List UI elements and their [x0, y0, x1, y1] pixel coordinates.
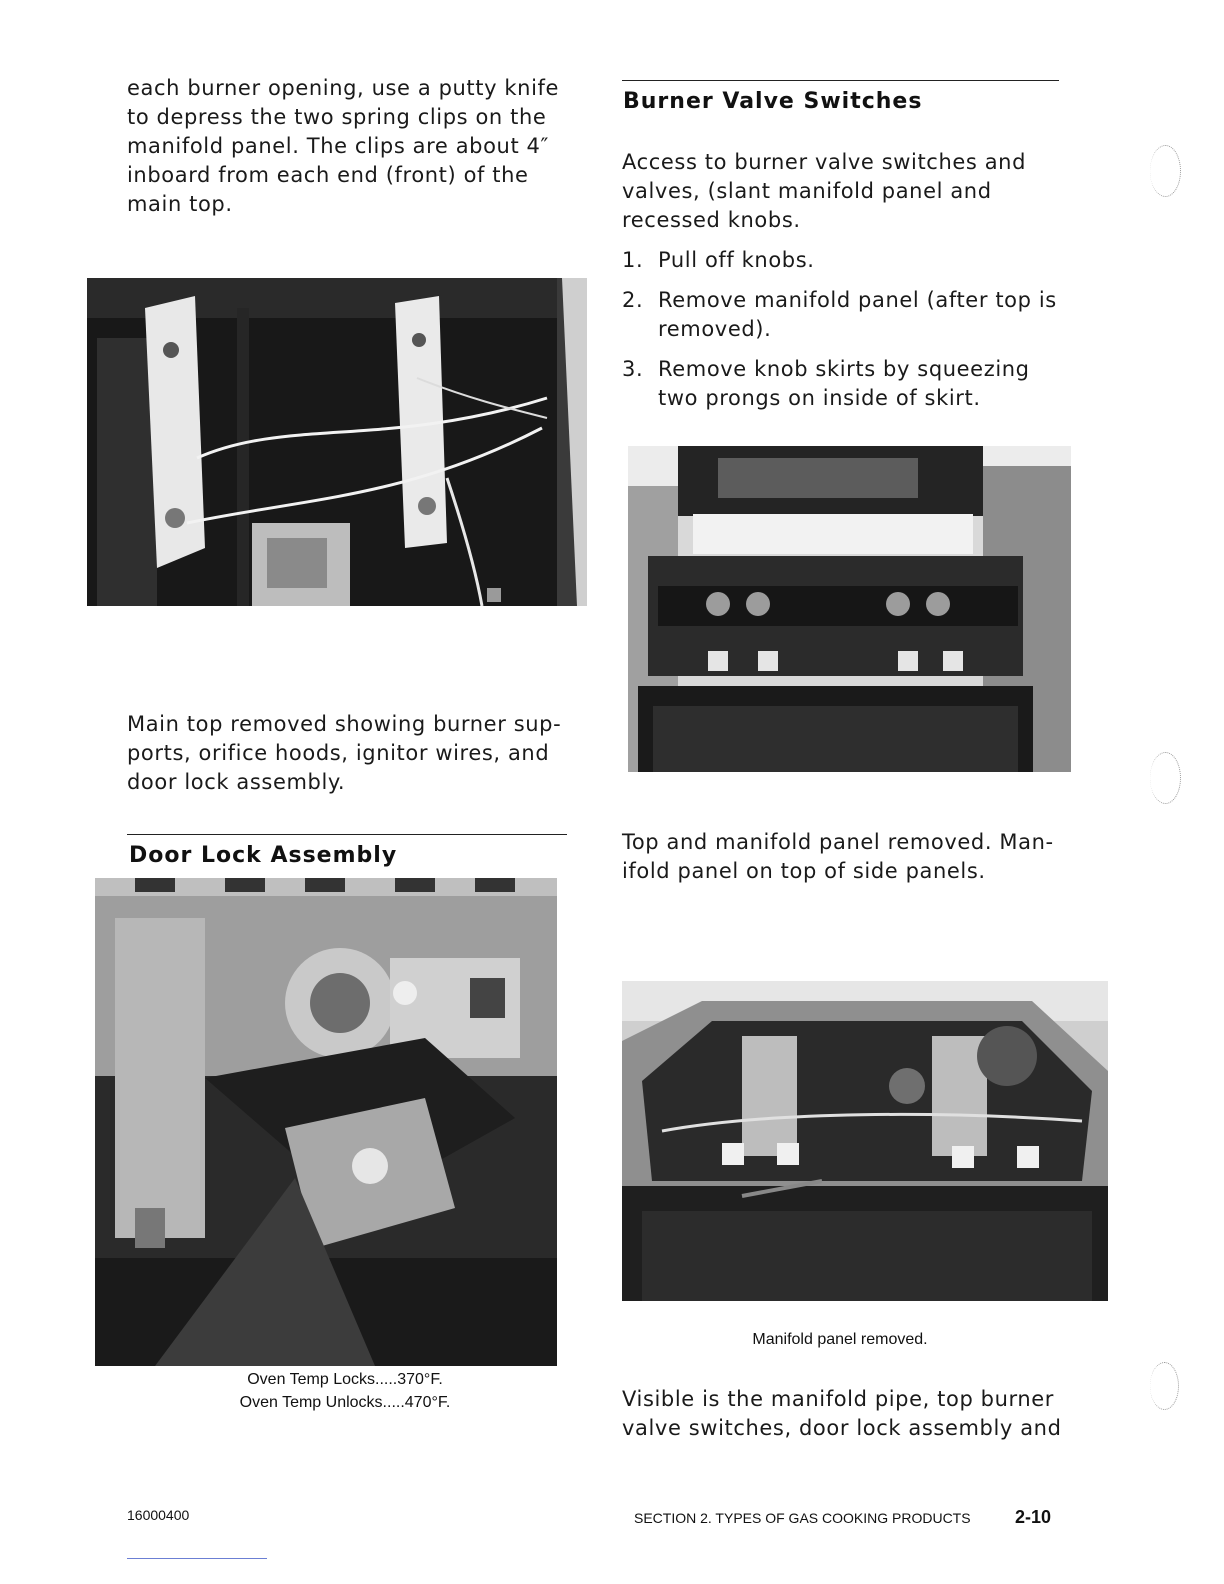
footer-underline: [127, 1558, 267, 1559]
photo2-caption: Top and manifold panel removed. Man-ifold panel on top of side panels.: [622, 830, 1054, 883]
steps-list: [622, 246, 1062, 424]
visible-paragraph: Visible is the manifold pipe, top burner valve switches, door lock assembly and: [622, 1387, 1062, 1440]
section-rule: [127, 834, 567, 835]
doc-number: 16000400: [127, 1507, 190, 1523]
oven-temp-unlocks: Oven Temp Unlocks.....470°F.: [239, 1394, 451, 1411]
intro-paragraph: each burner opening, use a putty knife to depress the two spring clips on the manifold panel. The clips are about 4″ inboard from each end (front) of the main top.: [127, 76, 560, 216]
photo3-caption: Manifold panel removed.: [752, 1331, 928, 1348]
range-top-photo: [628, 446, 1071, 772]
door-lock-photo: [95, 878, 557, 1366]
punch-hole-mark: [1150, 1362, 1179, 1410]
punch-hole-mark: [1150, 145, 1181, 197]
punch-hole-mark: [1150, 752, 1181, 804]
page-number: 2-10: [1015, 1507, 1052, 1527]
list-item: 2. Remove manifold panel (after top is removed).: [622, 288, 1057, 341]
section-rule: [622, 80, 1059, 81]
burner-supports-photo: [87, 278, 587, 606]
manifold-removed-photo: [622, 981, 1108, 1301]
photo1-caption: Main top removed showing burner sup-ports, orifice hoods, ignitor wires, and door lock assembly.: [127, 712, 562, 794]
oven-temp-locks: Oven Temp Locks.....370°F.: [247, 1371, 443, 1388]
list-item: 3. Remove knob skirts by squeezing two prongs on inside of skirt.: [622, 357, 1030, 410]
burner-valve-heading: Burner Valve Switches: [623, 89, 923, 114]
door-lock-heading: Door Lock Assembly: [129, 843, 398, 868]
section-title: SECTION 2. TYPES OF GAS COOKING PRODUCTS: [634, 1510, 971, 1526]
access-paragraph: Access to burner valve switches and valves, (slant manifold panel and recessed knobs.: [622, 150, 1027, 232]
list-item: 1. Pull off knobs.: [622, 248, 815, 272]
